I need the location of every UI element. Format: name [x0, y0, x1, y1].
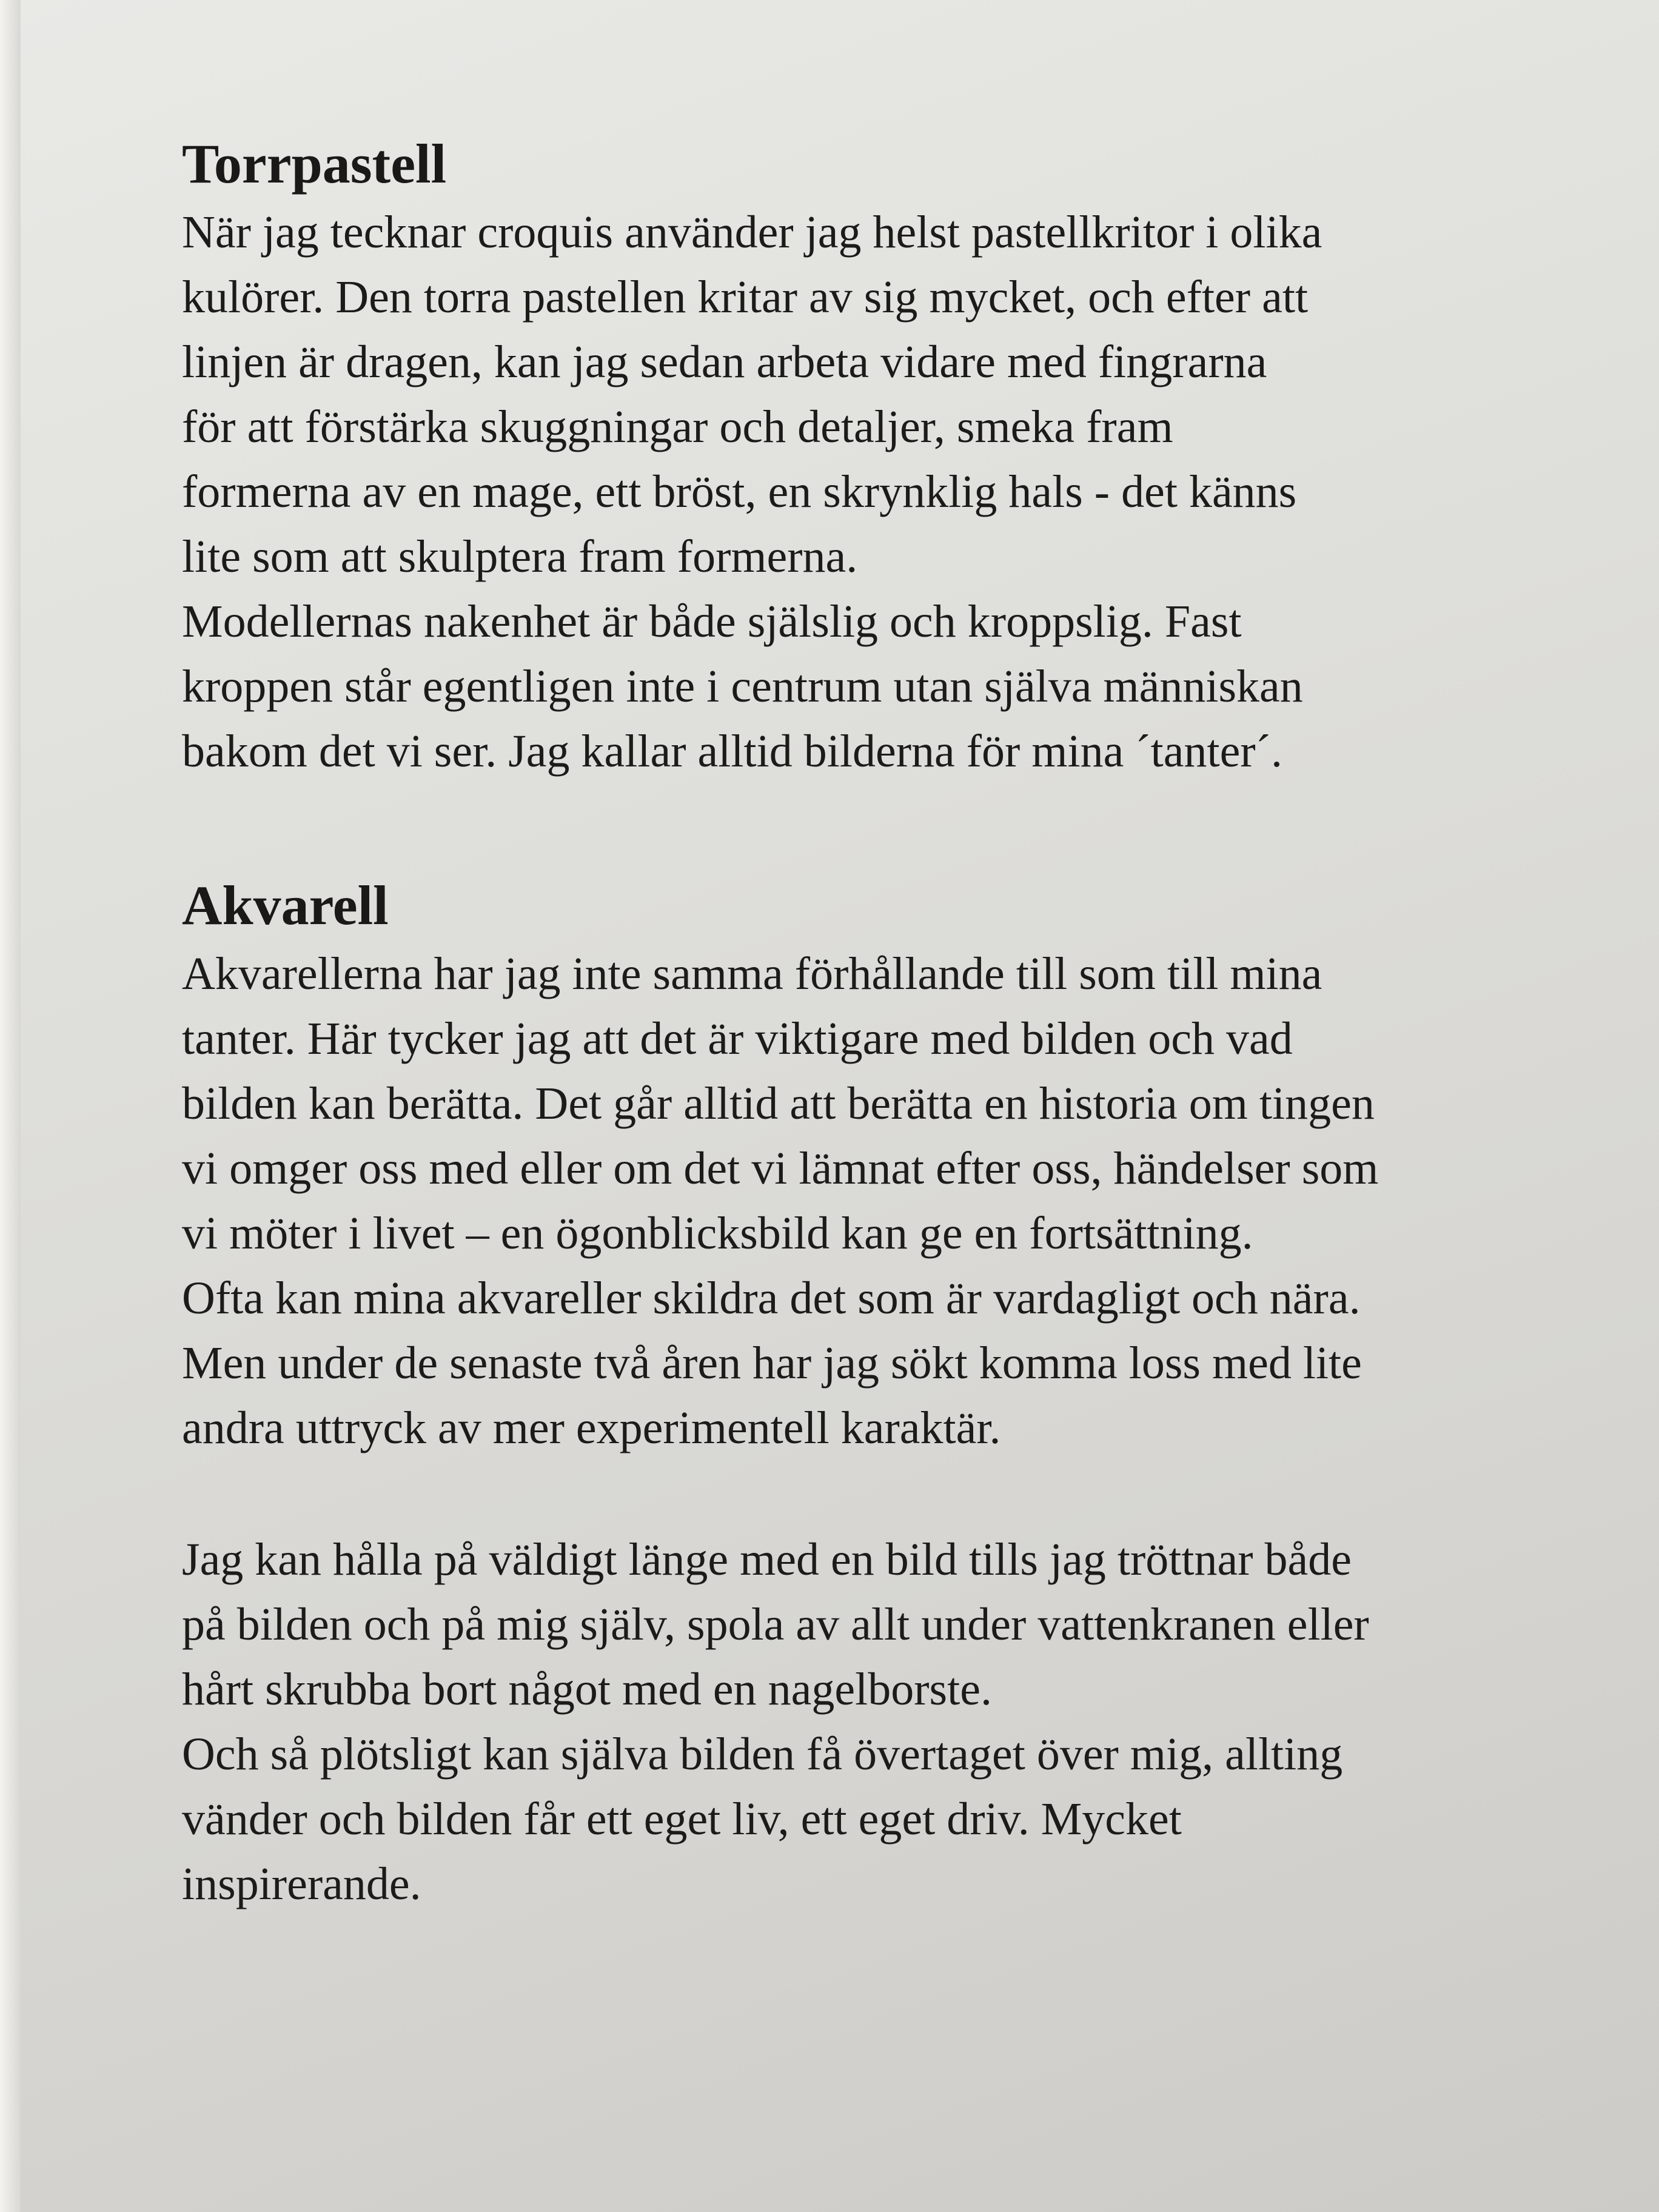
section-heading-akvarell: Akvarell: [182, 874, 389, 936]
text-line: linjen är dragen, kan jag sedan arbeta vidare med fingrarna: [182, 337, 1267, 387]
paragraph: [182, 1266, 1595, 1461]
section-heading-torrpastell: Torrpastell: [182, 133, 447, 195]
text-line: lite som att skulptera fram formerna.: [182, 531, 858, 582]
text-line: Ofta kan mina akvareller skildra det som är vardagligt och nära.: [182, 1273, 1361, 1324]
text-line: Men under de senaste två åren har jag sökt komma loss med lite: [182, 1338, 1362, 1389]
document-page: [182, 127, 1595, 1917]
text-line: bakom det vi ser. Jag kallar alltid bilderna för mina ´tanter´.: [182, 726, 1282, 777]
paragraph: [182, 1722, 1595, 1917]
text-line: Och så plötsligt kan själva bilden få övertaget över mig, allting: [182, 1729, 1343, 1780]
paragraph: [182, 589, 1595, 784]
paragraph-spacer: [182, 1461, 1595, 1527]
text-line: kroppen står egentligen inte i centrum utan själva människan: [182, 661, 1303, 712]
section-spacer: [182, 784, 1595, 869]
text-line: kulörer. Den torra pastellen kritar av sig mycket, och efter att: [182, 272, 1309, 323]
text-line: formerna av en mage, ett bröst, en skrynklig hals - det känns: [182, 466, 1297, 517]
text-line: När jag tecknar croquis använder jag helst pastellkritor i olika: [182, 207, 1322, 258]
paragraph: [182, 200, 1595, 589]
paragraph: [182, 1527, 1595, 1722]
text-line: för att förstärka skuggningar och detaljer, smeka fram: [182, 401, 1173, 452]
text-line: vi omger oss med eller om det vi lämnat efter oss, händelser som: [182, 1143, 1379, 1194]
section-torrpastell: [182, 127, 1595, 784]
text-line: på bilden och på mig själv, spola av allt under vattenkranen eller: [182, 1599, 1369, 1650]
text-line: inspirerande.: [182, 1858, 421, 1909]
section-akvarell: [182, 869, 1595, 1917]
text-line: Jag kan hålla på väldigt länge med en bild tills jag tröttnar både: [182, 1534, 1352, 1585]
text-line: andra uttryck av mer experimentell karaktär.: [182, 1403, 1001, 1453]
text-line: tanter. Här tycker jag att det är viktigare med bilden och vad: [182, 1013, 1293, 1064]
page-edge: [0, 0, 21, 2212]
text-line: vi möter i livet – en ögonblicksbild kan ge en fortsättning.: [182, 1208, 1253, 1259]
text-line: hårt skrubba bort något med en nagelborste.: [182, 1664, 992, 1715]
text-line: Modellernas nakenhet är både själslig och kroppslig. Fast: [182, 596, 1242, 647]
text-line: bilden kan berätta. Det går alltid att berätta en historia om tingen: [182, 1078, 1375, 1129]
paragraph: [182, 942, 1595, 1266]
text-line: vänder och bilden får ett eget liv, ett eget driv. Mycket: [182, 1794, 1182, 1845]
text-line: Akvarellerna har jag inte samma förhållande till som till mina: [182, 948, 1322, 999]
